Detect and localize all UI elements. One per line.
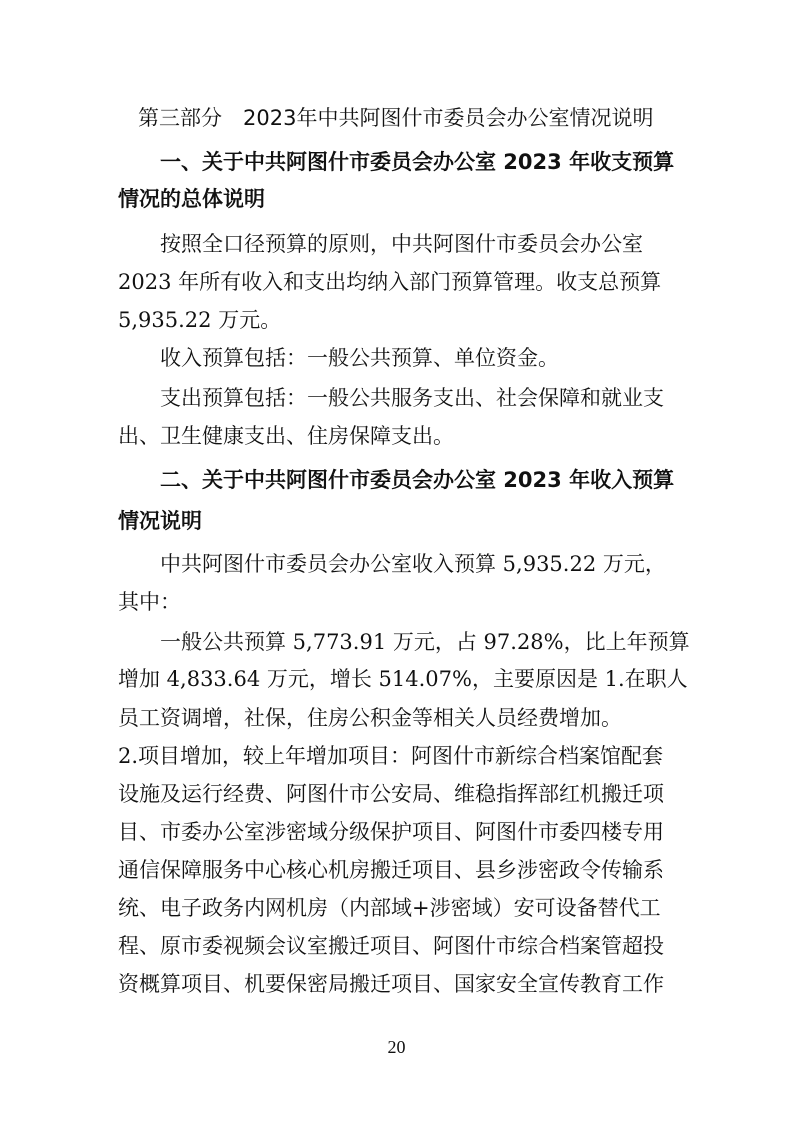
section1-heading-line2: 情况的总体说明 xyxy=(118,187,265,211)
section2-paragraph2-line: 一般公共预算 5,773.91 万元，占 97.28%，比上年预算 xyxy=(160,630,690,654)
section2-paragraph2-line: 增加 4,833.64 万元，增长 514.07%，主要原因是 1.在职人 xyxy=(118,667,688,691)
section2-paragraph2-line: 程、原市委视频会议室搬迁项目、阿图什市综合档案管超投 xyxy=(118,934,664,958)
section1-paragraph3-line: 出、卫生健康支出、住房保障支出。 xyxy=(118,424,454,448)
section2-paragraph2-line: 统、电子政务内网机房（内部域+涉密域）安可设备替代工 xyxy=(118,896,661,920)
document-title: 第三部分 2023年中共阿图什市委员会办公室情况说明 xyxy=(138,106,654,130)
section2-heading-line1: 二、关于中共阿图什市委员会办公室 2023 年收入预算 xyxy=(160,468,675,492)
section1-paragraph1-line: 5,935.22 万元。 xyxy=(118,308,282,332)
section1-heading-line1: 一、关于中共阿图什市委员会办公室 2023 年收支预算 xyxy=(160,150,675,174)
section2-paragraph2-line: 员工资调增，社保，住房公积金等相关人员经费增加。 xyxy=(118,706,622,730)
section2-heading-line2: 情况说明 xyxy=(118,509,202,533)
section2-paragraph2-line: 设施及运行经费、阿图什市公安局、维稳指挥部红机搬迁项 xyxy=(118,782,664,806)
section2-paragraph2-line: 通信保障服务中心核心机房搬迁项目、县乡涉密政令传输系 xyxy=(118,858,664,882)
section2-paragraph2-line: 2.项目增加，较上年增加项目：阿图什市新综合档案馆配套 xyxy=(118,744,664,768)
section2-paragraph1-line: 其中： xyxy=(118,590,181,614)
section1-paragraph1-line: 按照全口径预算的原则，中共阿图什市委员会办公室 xyxy=(160,232,643,256)
section1-paragraph3-line: 支出预算包括：一般公共服务支出、社会保障和就业支 xyxy=(160,386,664,410)
section2-paragraph2-line: 资概算项目、机要保密局搬迁项目、国家安全宣传教育工作 xyxy=(118,972,664,996)
section1-paragraph2: 收入预算包括：一般公共预算、单位资金。 xyxy=(160,346,559,370)
section2-paragraph2-line: 目、市委办公室涉密域分级保护项目、阿图什市委四楼专用 xyxy=(118,820,664,844)
section2-paragraph1-line: 中共阿图什市委员会办公室收入预算 5,935.22 万元， xyxy=(160,552,666,576)
section1-paragraph1-line: 2023 年所有收入和支出均纳入部门预算管理。收支总预算 xyxy=(118,270,662,294)
page-number: 20 xyxy=(387,1037,406,1057)
